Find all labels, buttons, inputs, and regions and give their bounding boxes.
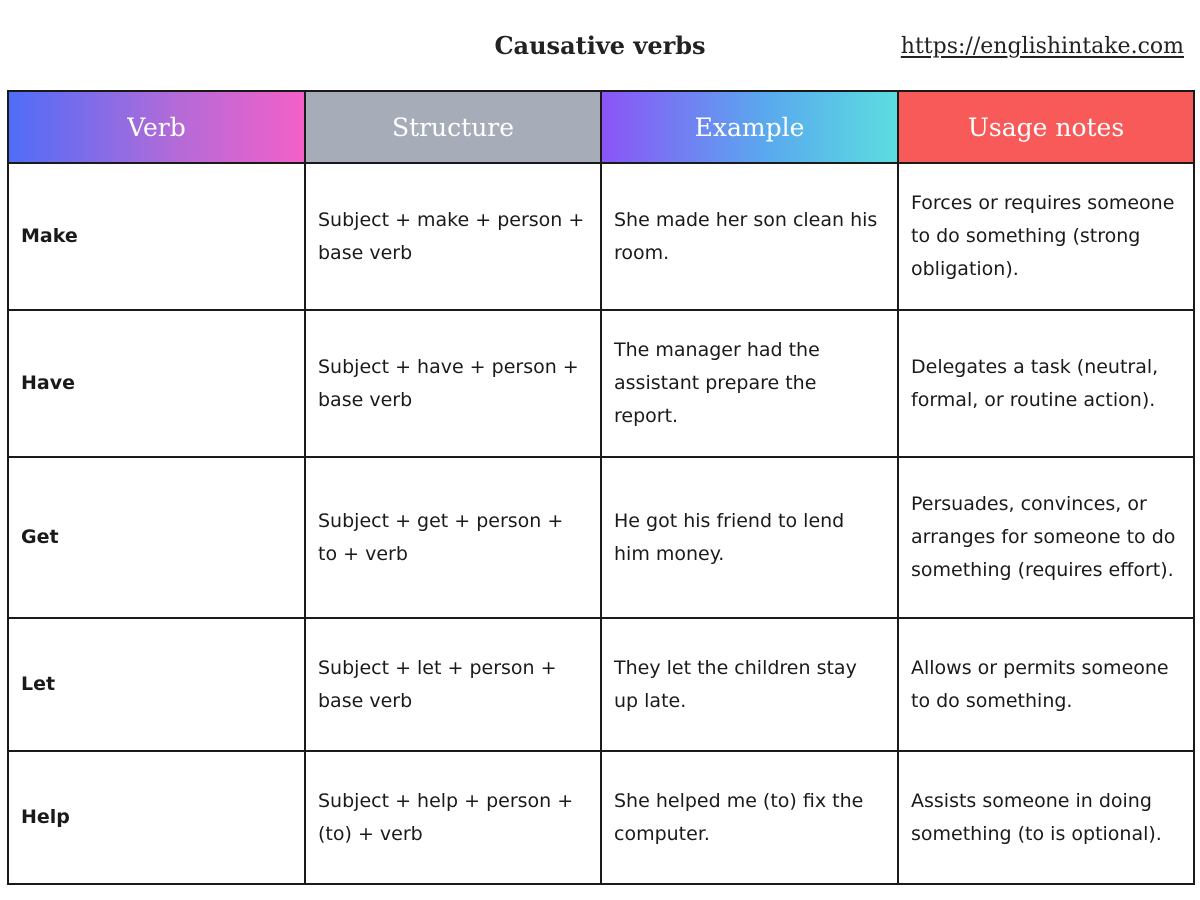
example-cell: The manager had the assistant prepare the report. xyxy=(601,310,898,457)
usage-notes-cell: Delegates a task (neutral, formal, or routine action). xyxy=(898,310,1194,457)
verb-cell: Get xyxy=(8,457,305,618)
table-row xyxy=(8,163,1194,310)
example-cell: They let the children stay up late. xyxy=(601,618,898,751)
verb-cell: Let xyxy=(8,618,305,751)
table-header-row xyxy=(8,91,1194,163)
column-header-example: Example xyxy=(601,91,898,163)
example-cell: She helped me (to) fix the computer. xyxy=(601,751,898,884)
table-row xyxy=(8,310,1194,457)
column-header-usage-notes: Usage notes xyxy=(898,91,1194,163)
usage-notes-cell: Persuades, convinces, or arranges for someone to do something (requires effort). xyxy=(898,457,1194,618)
structure-cell: Subject + get + person + to + verb xyxy=(305,457,601,618)
usage-notes-cell: Allows or permits someone to do something. xyxy=(898,618,1194,751)
verb-cell: Make xyxy=(8,163,305,310)
structure-cell: Subject + make + person + base verb xyxy=(305,163,601,310)
site-link[interactable]: https://englishintake.com xyxy=(900,34,1184,59)
table-row xyxy=(8,457,1194,618)
column-header-structure: Structure xyxy=(305,91,601,163)
example-cell: She made her son clean his room. xyxy=(601,163,898,310)
structure-cell: Subject + have + person + base verb xyxy=(305,310,601,457)
page-title: Causative verbs xyxy=(494,31,706,60)
table-row xyxy=(8,618,1194,751)
usage-notes-cell: Forces or requires someone to do something (strong obligation). xyxy=(898,163,1194,310)
verb-cell: Have xyxy=(8,310,305,457)
column-header-verb: Verb xyxy=(8,91,305,163)
table-row xyxy=(8,751,1194,884)
usage-notes-cell: Assists someone in doing something (to is optional). xyxy=(898,751,1194,884)
structure-cell: Subject + let + person + base verb xyxy=(305,618,601,751)
causative-verbs-table xyxy=(7,90,1195,885)
example-cell: He got his friend to lend him money. xyxy=(601,457,898,618)
verb-cell: Help xyxy=(8,751,305,884)
structure-cell: Subject + help + person + (to) + verb xyxy=(305,751,601,884)
